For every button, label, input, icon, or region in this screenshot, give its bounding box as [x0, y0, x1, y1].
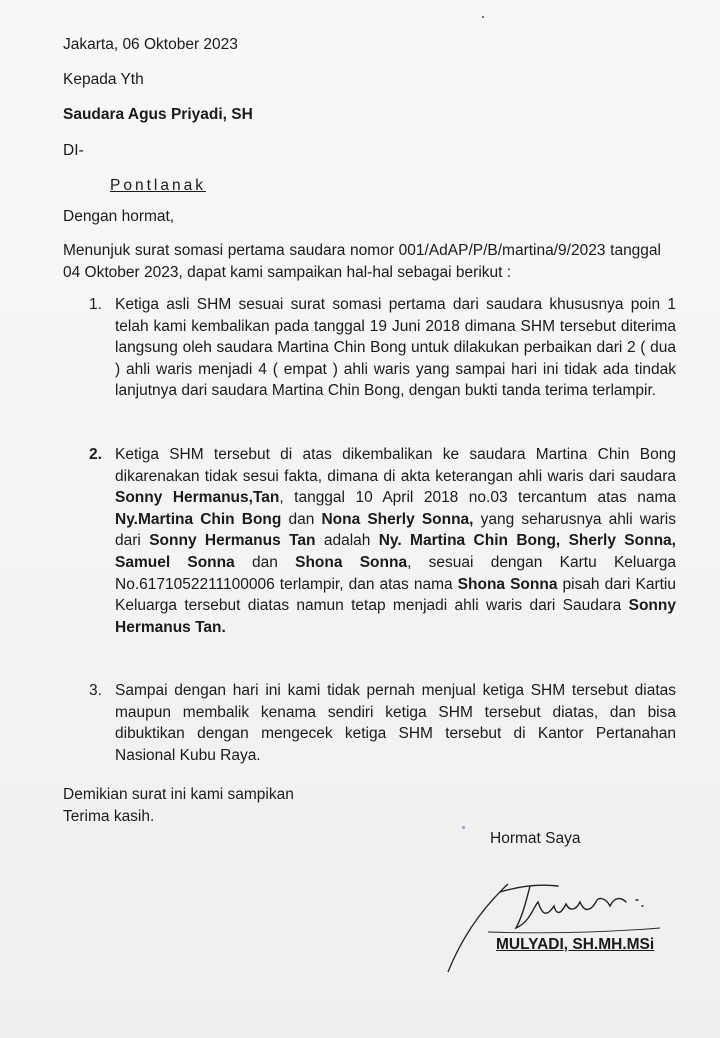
- letter-date: Jakarta, 06 Oktober 2023: [63, 36, 238, 53]
- list-item-number: 3.: [89, 682, 102, 699]
- list-item-text: [115, 444, 676, 638]
- paragraph-text: Ketiga SHM tersebut di atas dikembalikan ke saudara Martina Chin Bong dikarenakan tidak sesui fakta, dimana di akta keterangan ahli waris dari saudara: [115, 446, 676, 485]
- ink-speck: [462, 826, 465, 829]
- paragraph-text: dan: [234, 553, 296, 571]
- handwritten-signature: [430, 862, 670, 982]
- paragraph-text: yang seharusnya ahli waris dari: [115, 510, 676, 550]
- paragraph-text: pisah dari Kartiu Keluarga tersebut diatas namun tetap menjadi ahli waris dari Saudara: [115, 575, 676, 615]
- list-item-number: 2.: [89, 446, 102, 463]
- list-item-text: Ketiga asli SHM sesuai surat somasi pertama dari saudara khususnya poin 1 telah kami kembalikan pada tanggal 19 Juni 2018 dimana SHM tersebut diterima langsung oleh saudara Martina Chin Bong untuk dilakukan perbaikan dari 2 ( dua ) ahli waris menjadi 4 ( empat ) ahli waris yang sampai hari ini tidak ada tindak lanjutnya dari saudara Martina Chin Bong, dengan bukti tanda terima terlampir.: [115, 296, 676, 400]
- closing-line: Demikian surat ini kami sampikan: [63, 786, 294, 803]
- bold-name-text: Sonny Hermanus Tan.: [115, 597, 676, 636]
- paragraph-text: , tanggal 10 April 2018 no.03 tercantum atas nama: [279, 489, 676, 507]
- recipient-name: Saudara Agus Priyadi, SH: [63, 106, 253, 123]
- recipient-city: Pontlanak: [110, 177, 206, 194]
- signer-name: MULYADI, SH.MH.MSi: [496, 936, 655, 953]
- paragraph-text: adalah: [315, 532, 379, 550]
- salutation-to: Kepada Yth: [63, 71, 144, 88]
- ink-speck: [482, 16, 484, 18]
- bold-name-text: Shona Sonna: [457, 575, 558, 593]
- greeting: Dengan hormat,: [63, 208, 175, 225]
- thanks-line: Terima kasih.: [63, 808, 155, 825]
- bold-name-text: Ny.Martina Chin Bong: [115, 510, 282, 528]
- list-item-text: Sampai dengan hari ini kami tidak pernah menjual ketiga SHM tersebut diatas maupun membalik kenama sendiri ketiga SHM tersebut diatas, dan bisa dibuktikan dengan mengecek ketiga SHM tersebut di Kantor Pertanahan Nasional Kubu Raya.: [115, 682, 676, 764]
- paragraph-text: dan: [281, 510, 322, 528]
- bold-name-text: Ny. Martina Chin Bong, Sherly Sonna, Samuel Sonna: [115, 532, 676, 571]
- bold-name-text: Sonny Hermanus Tan: [149, 532, 316, 550]
- list-item-number: 1.: [89, 296, 102, 313]
- paragraph-text: , sesuai dengan Kartu Keluarga No.6171052211100006 terlampir, dan atas nama: [115, 553, 676, 593]
- bold-name-text: Shona Sonna: [295, 553, 408, 571]
- regards-line: Hormat Saya: [490, 830, 581, 847]
- recipient-di: DI-: [63, 142, 84, 159]
- intro-paragraph: Menunjuk surat somasi pertama saudara nomor 001/AdAP/P/B/martina/9/2023 tanggal 04 Oktober 2023, dapat kami sampaikan hal-hal sebagai berikut :: [63, 242, 661, 281]
- bold-name-text: Sonny Hermanus,Tan: [115, 489, 280, 507]
- bold-name-text: Nona Sherly Sonna,: [321, 510, 474, 528]
